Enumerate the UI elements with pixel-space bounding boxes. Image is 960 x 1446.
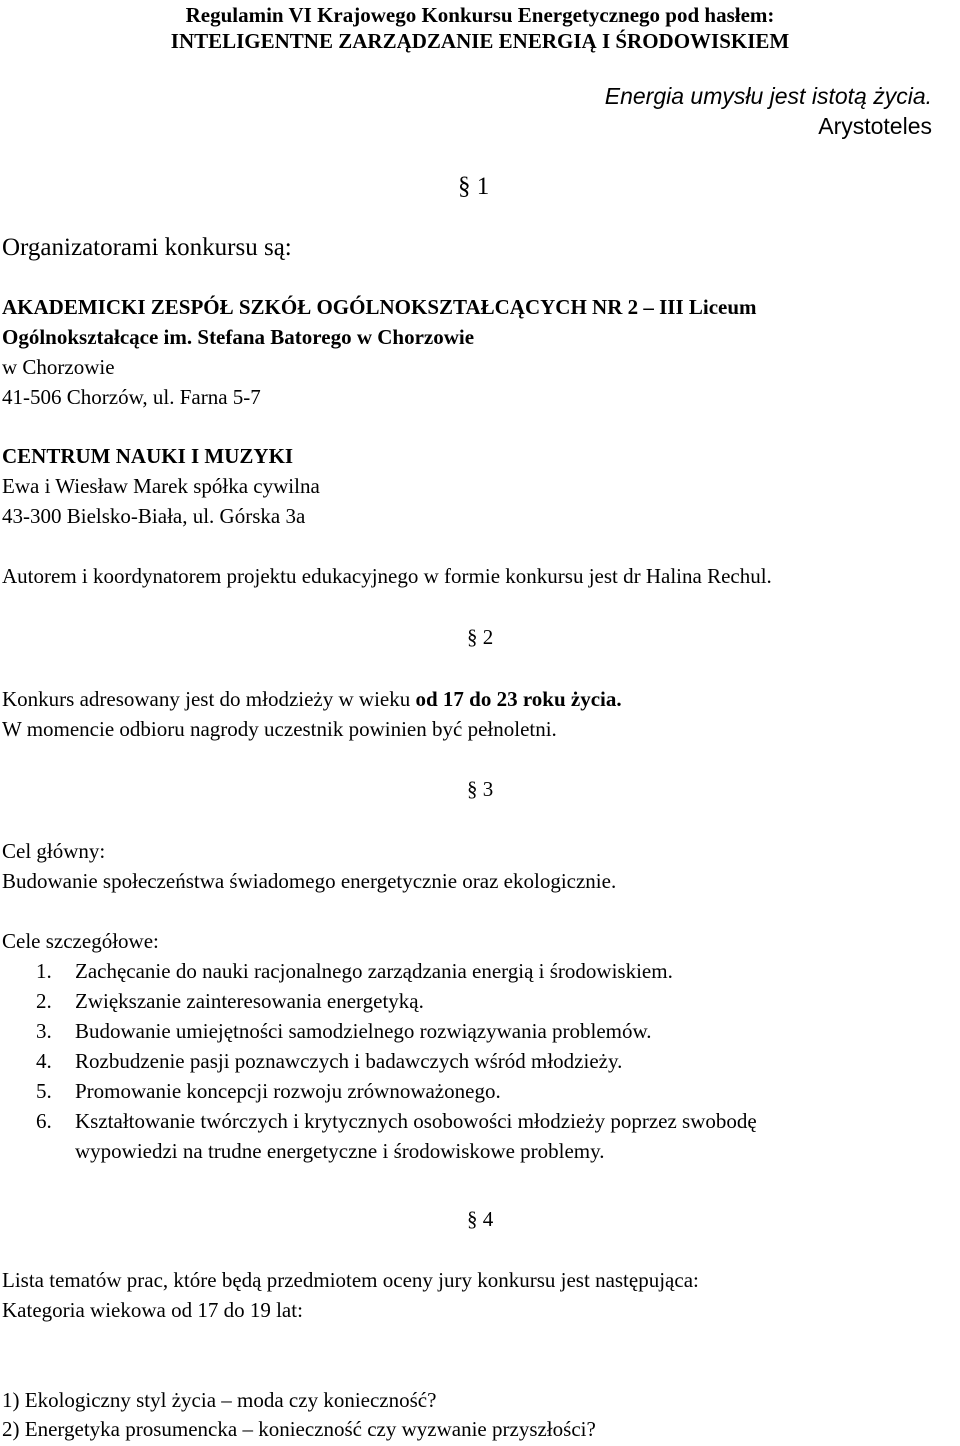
organizer-2-name: CENTRUM NAUKI I MUZYKI — [2, 444, 294, 468]
list-item-text: Kształtowanie twórczych i krytycznych osobowości młodzieży poprzez swobodę — [75, 1109, 757, 1133]
participants-adult-note: W momencie odbioru nagrody uczestnik powinien być pełnoletni. — [2, 717, 557, 741]
detailed-goals-label: Cele szczegółowe: — [2, 929, 159, 953]
main-goal-text: Budowanie społeczeństwa świadomego energetycznie oraz ekologicznie. — [2, 869, 617, 893]
section-3-heading: § 3 — [467, 777, 494, 801]
section-2-heading: § 2 — [467, 625, 494, 649]
section-4-heading: § 4 — [467, 1207, 494, 1231]
list-item-text: Budowanie umiejętności samodzielnego rozwiązywania problemów. — [75, 1019, 652, 1043]
document-title-line1: Regulamin VI Krajowego Konkursu Energetycznego pod hasłem: — [185, 3, 775, 27]
organizer-1-name-line1: AKADEMICKI ZESPÓŁ SZKÓŁ OGÓLNOKSZTAŁCĄCYCH NR 2 – III Liceum — [2, 295, 757, 319]
list-item-text: Zachęcanie do nauki racjonalnego zarządzania energią i środowiskiem. — [75, 959, 673, 983]
main-goal-label: Cel główny: — [2, 839, 106, 863]
participants-age-range: od 17 do 23 roku życia. — [415, 687, 622, 711]
section-1-heading: § 1 — [458, 173, 490, 200]
participants-age-line — [2, 684, 622, 714]
organizer-1-address: 41-506 Chorzów, ul. Farna 5-7 — [2, 385, 261, 409]
organizer-1-name-line2: Ogólnokształcące im. Stefana Batorego w Chorzowie — [2, 325, 475, 349]
participants-age-prefix: Konkurs adresowany jest do młodzieży w wieku — [2, 687, 416, 711]
list-item-text: Zwiększanie zainteresowania energetyką. — [75, 989, 424, 1013]
organizer-2-address: 43-300 Bielsko-Biała, ul. Górska 3a — [2, 504, 306, 528]
topic-item-1: 1) Ekologiczny styl życia – moda czy konieczność? — [2, 1388, 437, 1412]
organizer-1-city: w Chorzowie — [2, 355, 115, 379]
document-title-line2: INTELIGENTNE ZARZĄDZANIE ENERGIĄ I ŚRODOWISKIEM — [170, 29, 790, 53]
topic-item-2: 2) Energetyka prosumencka – konieczność czy wyzwanie przyszłości? — [2, 1417, 596, 1441]
topics-intro: Lista tematów prac, które będą przedmiotem oceny jury konkursu jest następująca: — [2, 1268, 699, 1292]
list-item-number: 1. — [36, 959, 52, 983]
list-item-number: 3. — [36, 1019, 52, 1043]
motto-quote: Energia umysłu jest istotą życia. — [604, 83, 932, 109]
list-item-number: 5. — [36, 1079, 52, 1103]
list-item-text: Rozbudzenie pasji poznawczych i badawczych wśród młodzieży. — [75, 1049, 623, 1073]
list-item-text: Promowanie koncepcji rozwoju zrównoważonego. — [75, 1079, 501, 1103]
organizer-2-company: Ewa i Wiesław Marek spółka cywilna — [2, 474, 320, 498]
list-item-number: 2. — [36, 989, 52, 1013]
list-item-number: 4. — [36, 1049, 52, 1073]
list-item-number: 6. — [36, 1109, 52, 1133]
project-author-note: Autorem i koordynatorem projektu edukacyjnego w formie konkursu jest dr Halina Rechul. — [2, 564, 772, 588]
list-item-continuation: wypowiedzi na trudne energetyczne i środowiskowe problemy. — [75, 1139, 605, 1163]
topics-age-category: Kategoria wiekowa od 17 do 19 lat: — [2, 1298, 303, 1322]
motto-author: Arystoteles — [818, 113, 932, 139]
organizers-intro: Organizatorami konkursu są: — [2, 234, 292, 261]
